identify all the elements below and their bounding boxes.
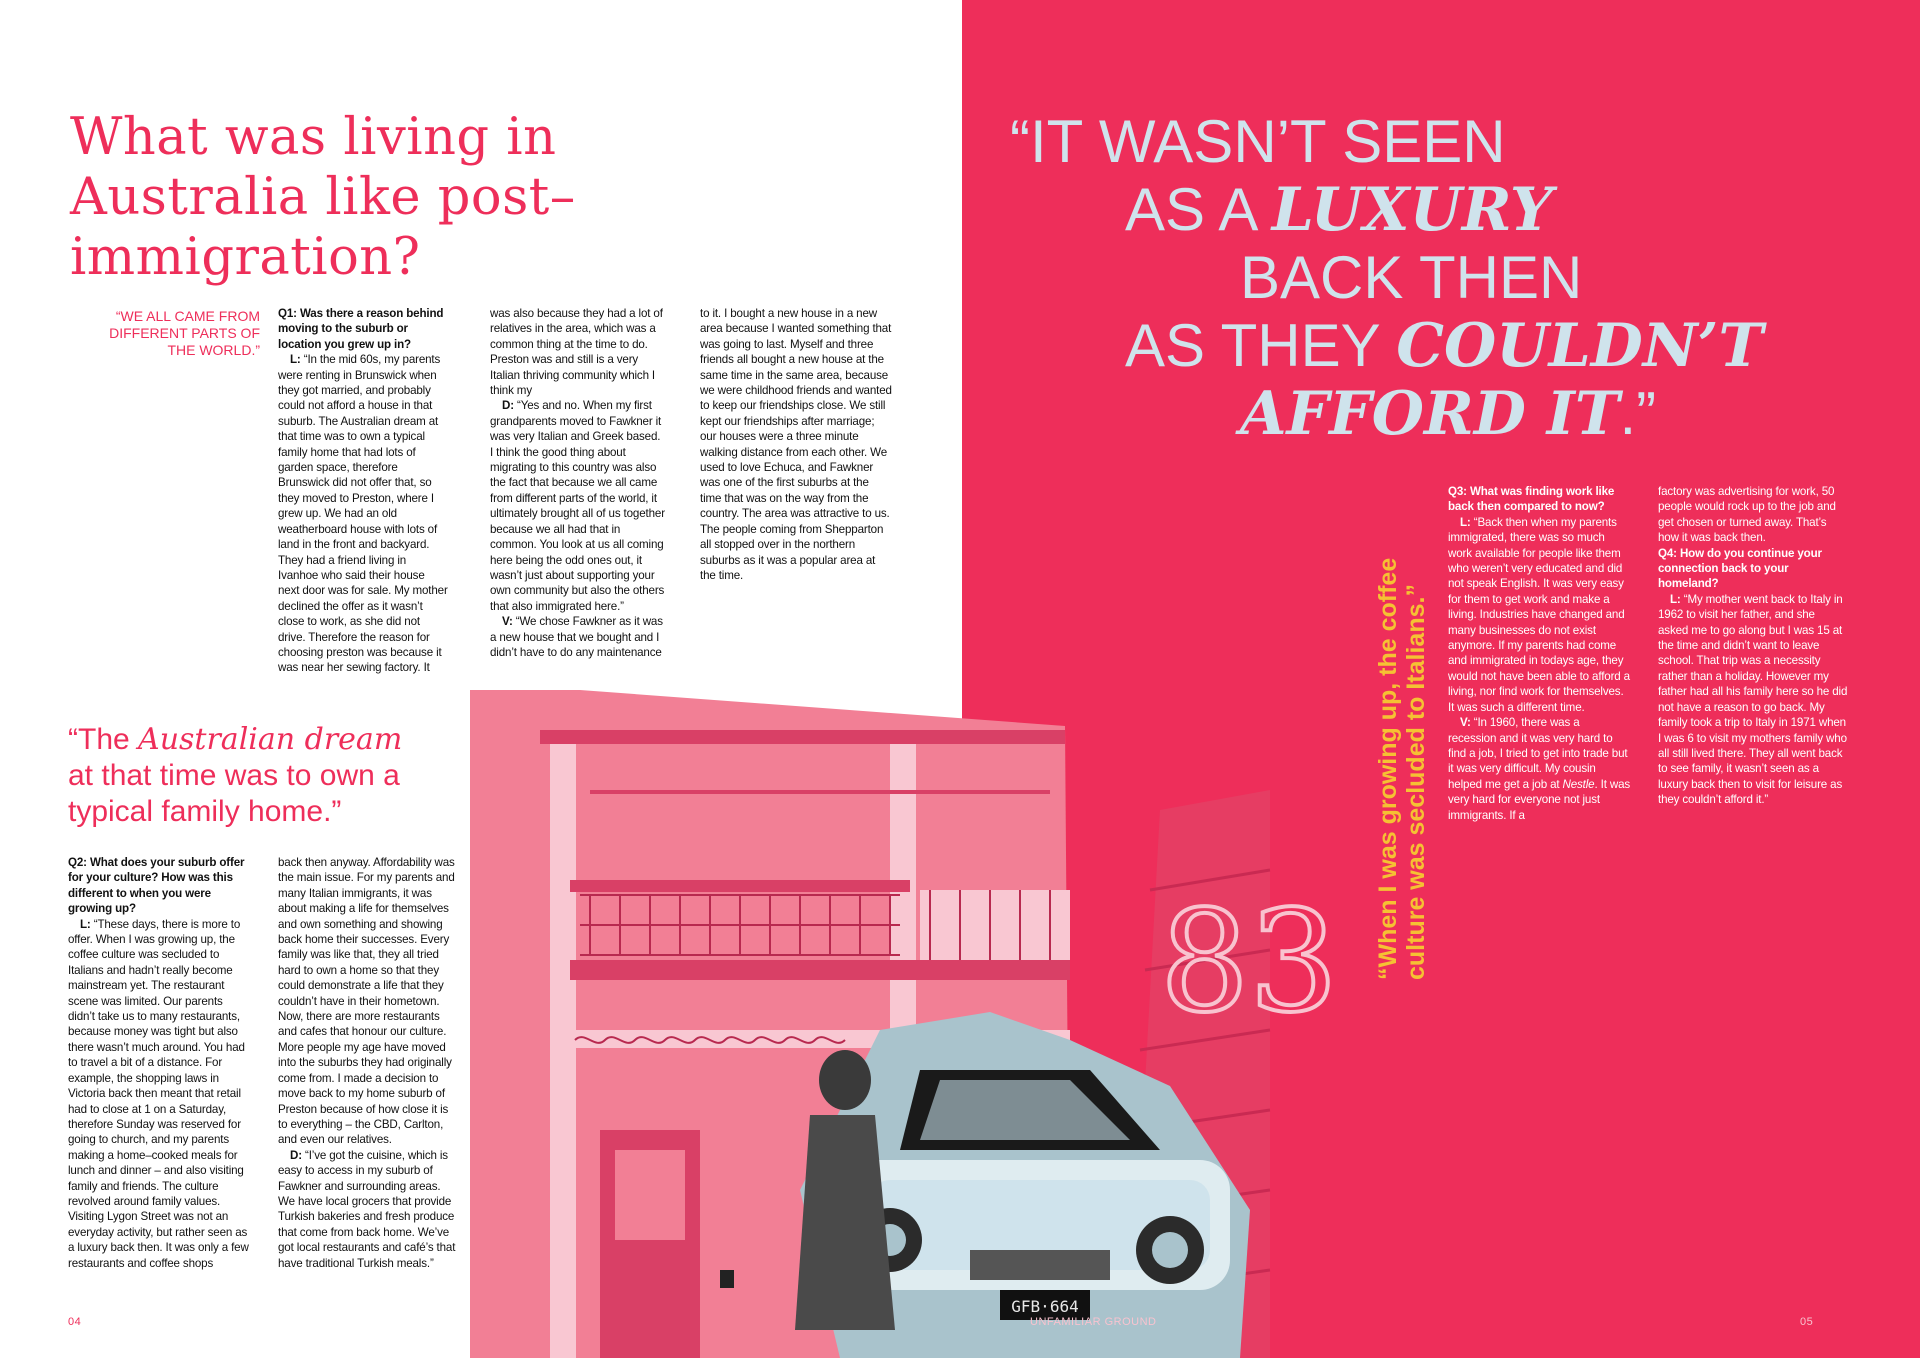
folio-page-number-left: 04 [68,1316,82,1328]
answer-paragraph [68,917,250,1271]
answer-text: “My mother went back to Italy in 1962 to visit her father, and she asked me to go along but I was 15 at the time and didn’t want to leave school. That trip was a necessity rather than a holiday. However my father had all his family here so he did not have a reason to go back. My family took a trip to Italy in 1971 when I was 6 to visit my mothers family who all still lived there. They all went back to see family, it wasn’t seen as a luxury back then to visit for leisure as they couldn’t afford it.” [1658,592,1848,807]
speaker-name: L: [290,353,301,367]
big-quote-line-2 [1010,176,1870,244]
question-2: Q2: What does your suburb offer for your culture? How was this different to when you were growing up? [68,856,245,916]
big-quote-line-1: “IT WASN’T SEEN [1010,108,1506,175]
speaker-name: V: [1460,716,1471,730]
speaker-name: L: [80,917,91,931]
australian-dream-pull-quote [68,722,488,830]
interview-column-6 [1448,484,1630,823]
pull-quote-italic: Australian dream [138,722,403,757]
answer-text: “In 1960, there was a recession and it was very hard to find a job, I tried to get into trade but it was very difficult. My cousin helped me get a job at [1448,716,1628,791]
pull-quote-open: “The [68,723,139,756]
big-pull-quote [1010,108,1870,448]
question-4: Q4: How do you continue your connection back to your homeland? [1658,546,1822,591]
answer-text: “In the mid 60s, my parents were renting in Brunswick when they got married, and probably could not afford a house in that suburb. The Australian dream at that time was to own a typical family home that had lots of garden space, therefore Brunswick did not offer that, so they moved to Preston, where I grew up. We had an old weatherboard house with lots of land in the front and backyard. They had a friend living in Ivanhoe who said their house next door was for sale. My mother declined the offer as it wasn’t close to work, as she did not drive. Therefore the reason for choosing preston was because it was near her sewing factory. It [278,353,448,675]
answer-paragraph [278,352,448,676]
interview-column-1 [278,306,448,676]
answer-paragraph [278,1148,460,1271]
interview-column-4 [68,855,250,1271]
interview-column-2 [490,306,666,660]
answer-text: factory was advertising for work, 50 people would rock up to the job and get chosen or turned away. That’s how it was back then. [1658,485,1836,545]
big-quote-emphasis: COULDN’T [1396,311,1764,381]
big-quote-line-4 [1010,312,1870,380]
license-plate-text: GFB·664 [1011,1297,1079,1316]
answer-text: to it. I bought a new house in a new area because I wanted something that was going to last. Myself and three friends all bought a new house at the same time in the same area, because we were childhood friends and wanted to keep our friendships close. We still kept our friendships after marriage; our houses were a three minute walking distance from each other. We used to love Echuca, and Fawkner was one of the first suburbs at the time that was on the way from the country. The area was attractive to us. The people coming from Shepparton all stopped over in the northern suburbs as it was a popular area at the time. [700,307,892,582]
big-quote-line-3: BACK THEN [1240,244,1583,311]
folio-title-right: UNFAMILIAR GROUND [1030,1316,1157,1328]
interview-column-3 [700,306,892,583]
big-quote-text: AS A [1125,176,1272,243]
interview-column-5 [278,855,460,1271]
answer-paragraph [1658,592,1848,808]
house-number-83: 83 [1160,881,1339,1044]
side-pull-quote: “WE ALL CAME FROM DIFFERENT PARTS OF THE WORLD.” [109,308,260,358]
vertical-pull-quote [1372,480,1432,980]
answer-italic: Nestle [1562,777,1595,791]
answer-text: . It was very hard for everyone not just immigrants. If a [1448,777,1631,822]
vertical-quote-text: “When I was growing up, the coffee culture was secluded to Italians.” [1374,557,1430,980]
big-quote-text: AS THEY [1125,312,1397,379]
big-quote-emphasis: LUXURY [1271,175,1553,245]
question-1: Q1: Was there a reason behind moving to the suburb or location you grew up in? [278,307,444,351]
answer-text: “I’ve got the cuisine, which is easy to access in my suburb of Fawkner and surrounding areas. We have local grocers that provide Turkish bakeries and fresh produce that come from back home. We’ve got local restaurants and café’s that have traditional Turkish meals.” [278,1148,456,1270]
answer-text: “Yes and no. When my first grandparents moved to Fawkner it was very Italian and Greek based. I think the good thing about migrating to this country was also the fact that because we all came from different parts of the world, it ultimately brought all of us together because we all had that in common. You look at us all coming here being the odd ones out, it wasn’t just about supporting your own community but also the others that also immigrated here.” [490,399,665,613]
speaker-name: V: [502,615,513,629]
big-quote-text: .” [1619,380,1657,447]
collage-graphic [470,690,1339,1358]
speaker-name: L: [1460,515,1471,529]
question-3: Q3: What was finding work like back then compared to now? [1448,485,1615,514]
speaker-name: D: [290,1148,302,1162]
answer-paragraph [490,398,666,614]
answer-text: “We chose Fawkner as it was a new house that we bought and I didn’t have to do any maintenance [490,615,663,659]
answer-text: back then anyway. Affordability was the main issue. For my parents and many Italian immigrants, it was about making a life for themselves and own something and showing back home their successes. Every family was like that, they all tried hard to own a home so that they could demonstrate a life that they couldn’t have in their hometown. Now, there are more restaurants and cafes that honour our culture. More people my age have moved into the suburbs they had originally come from. I made a decision to move back to my home suburb of Preston because of how close it is to everything – the CBD, Carlton, and even our relatives. [278,856,455,1147]
big-quote-emphasis: AFFORD IT [1240,379,1620,449]
answer-text: “These days, there is more to offer. When I was growing up, the coffee culture was secluded to Italians and hadn’t really become mainstream yet. The restaurant scene was limited. Our parents didn’t take us to many restaurants, because money was tight but also there wasn’t much around. You had to travel a bit of a distance. For example, the shopping laws in Victoria back then meant that retail had to close at 1 on a Saturday, therefore Sunday was reserved for going to church, and my parents making a home–cooked meals for lunch and dinner – and also visiting family and friends. The culture revolved around family values. Visiting Lygon Street was not an everyday activity, but rather seen as a luxury back then. It was only a few restaurants and coffee shops [68,917,249,1270]
answer-paragraph [490,614,666,660]
headline: What was living in Australia like post–immigration? [70,108,576,287]
answer-paragraph [1448,515,1630,715]
interview-column-7 [1658,484,1848,808]
big-quote-line-5 [1010,380,1870,448]
house-and-car-collage [470,690,1339,1358]
answer-text: “Back then when my parents immigrated, there was so much work available for people like them who weren’t very educated and did not speak English. It was very easy for them to get work and make a living. Industries have changed and many businesses do not exist anymore. If my parents had come and immigrated in todays age, they would not have been able to afford a living, nor find work for themselves. It was such a different time. [1448,515,1630,714]
pull-quote-rest: at that time was to own a typical family home.” [68,759,400,828]
speaker-name: L: [1670,592,1681,606]
speaker-name: D: [502,399,514,413]
answer-text: was also because they had a lot of relatives in the area, which was a common thing at the time to do. Preston was and still is a very Italian thriving community which I think my [490,307,663,398]
answer-paragraph [1448,715,1630,823]
folio-page-number-right: 05 [1800,1316,1814,1328]
